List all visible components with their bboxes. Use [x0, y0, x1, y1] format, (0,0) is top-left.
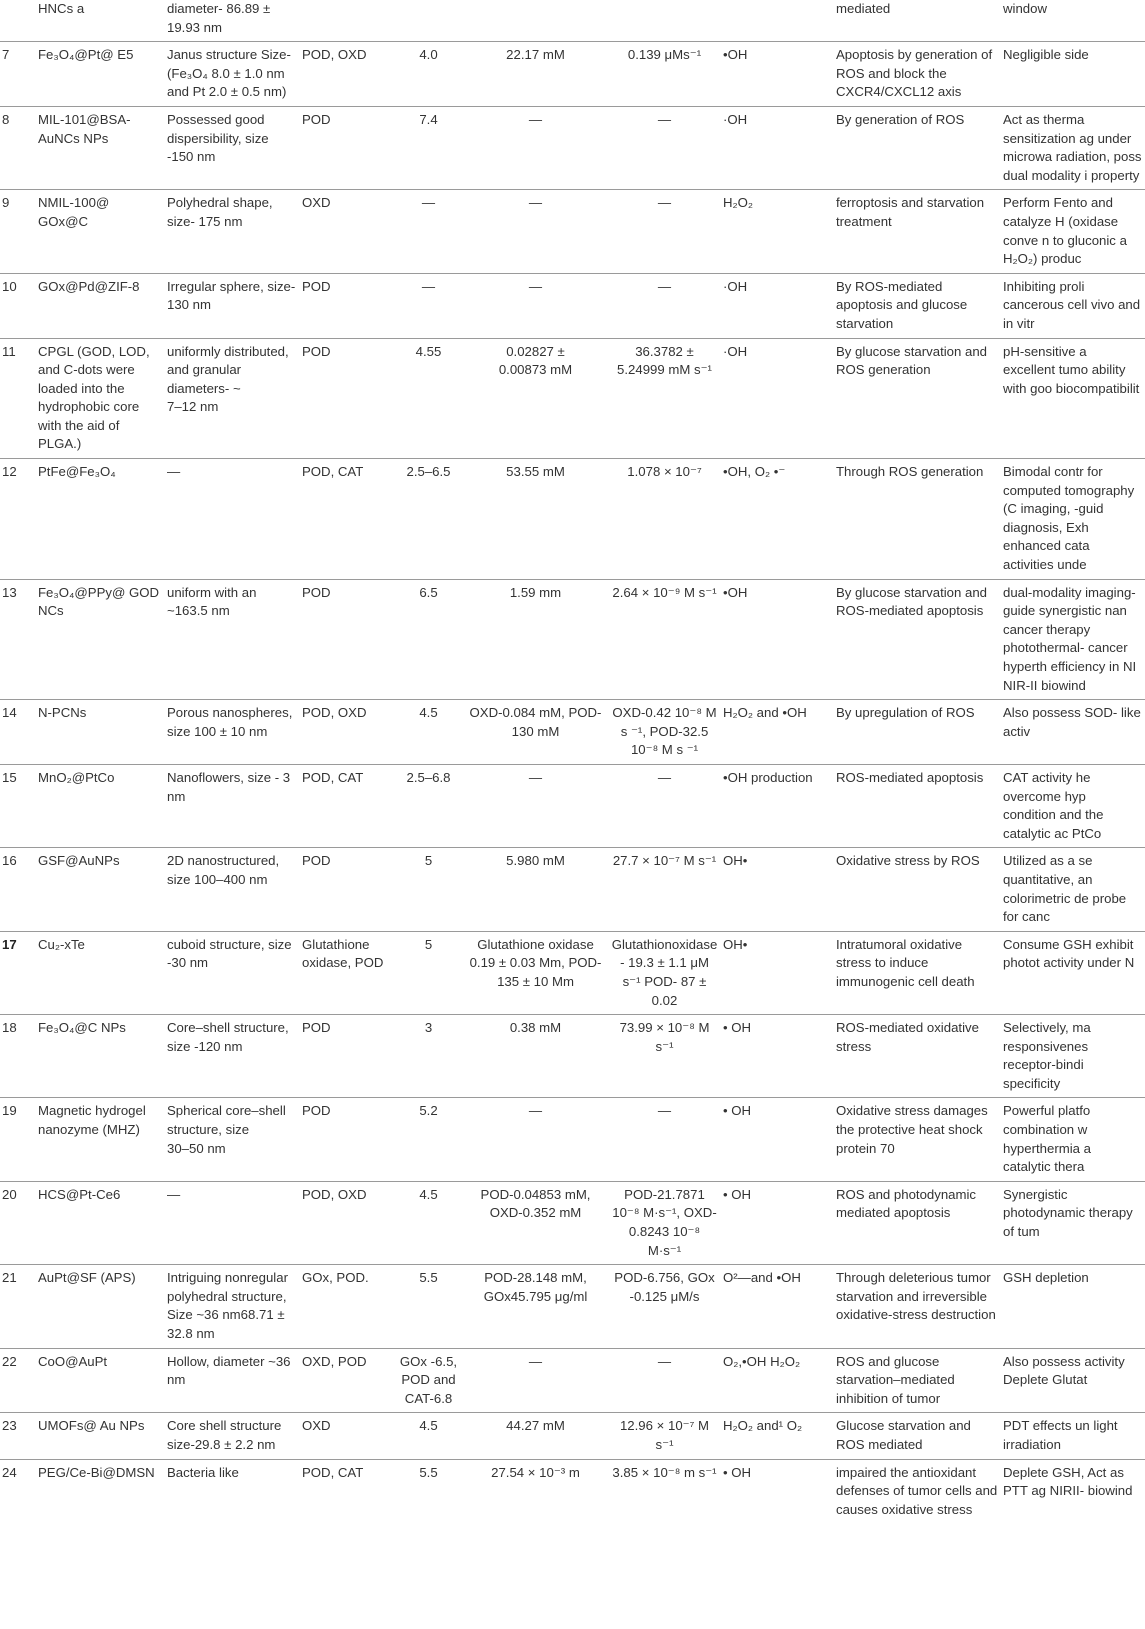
cell-name: MIL-101@BSA-AuNCs NPs: [36, 106, 165, 189]
cell-app: window: [1001, 0, 1145, 42]
cell-mech: By generation of ROS: [834, 106, 1001, 189]
cell-app: Inhibiting proli cancerous cell vivo and in vitr: [1001, 273, 1145, 338]
cell-mech: Through ROS generation: [834, 459, 1001, 580]
cell-ros: ·OH: [721, 273, 834, 338]
cell-ph: —: [395, 273, 463, 338]
cell-name: HCS@Pt-Ce6: [36, 1181, 165, 1264]
cell-vmax: 12.96 × 10⁻⁷ M s⁻¹: [609, 1413, 721, 1459]
table-row: [0, 1413, 1145, 1459]
cell-name: AuPt@SF (APS): [36, 1265, 165, 1348]
cell-vmax: 2.64 × 10⁻⁹ M s⁻¹: [609, 579, 721, 700]
cell-mech: By glucose starvation and ROS-mediated apoptosis: [834, 579, 1001, 700]
cell-vmax: —: [609, 1098, 721, 1181]
table-row: [0, 1265, 1145, 1348]
cell-no: 10: [0, 273, 36, 338]
table-row: [0, 1181, 1145, 1264]
cell-ros: OH•: [721, 931, 834, 1014]
cell-km: 5.980 mM: [463, 848, 609, 931]
cell-no: 14: [0, 700, 36, 765]
cell-ros: •OH, O₂ •⁻: [721, 459, 834, 580]
cell-app: Bimodal contr for computed tomography (C imaging, -guid diagnosis, Exh enhanced cata activities unde: [1001, 459, 1145, 580]
cell-km: 22.17 mM: [463, 42, 609, 107]
cell-name: GSF@AuNPs: [36, 848, 165, 931]
cell-name: N-PCNs: [36, 700, 165, 765]
cell-morph: —: [165, 1181, 300, 1264]
cell-mech: ROS and photodynamic mediated apoptosis: [834, 1181, 1001, 1264]
cell-app: Powerful platfo combination w hyperthermia a catalytic thera: [1001, 1098, 1145, 1181]
cell-morph: Spherical core–shell structure, size 30–50 nm: [165, 1098, 300, 1181]
cell-ros: • OH: [721, 1098, 834, 1181]
table-row: [0, 459, 1145, 580]
cell-km: —: [463, 1348, 609, 1413]
cell-morph: —: [165, 459, 300, 580]
cell-vmax: 27.7 × 10⁻⁷ M s⁻¹: [609, 848, 721, 931]
cell-ph: 4.55: [395, 338, 463, 459]
cell-vmax: 1.078 × 10⁻⁷: [609, 459, 721, 580]
cell-activity: POD, CAT: [300, 764, 395, 847]
cell-mech: Glucose starvation and ROS mediated: [834, 1413, 1001, 1459]
cell-activity: POD: [300, 106, 395, 189]
cell-morph: Hollow, diameter ~36 nm: [165, 1348, 300, 1413]
cell-activity: POD, OXD: [300, 1181, 395, 1264]
cell-name: CPGL (GOD, LOD, and C-dots were loaded into the hydrophobic core with the aid of PLGA.): [36, 338, 165, 459]
cell-no: 23: [0, 1413, 36, 1459]
cell-no: 13: [0, 579, 36, 700]
cell-vmax: —: [609, 1348, 721, 1413]
cell-km: —: [463, 106, 609, 189]
cell-morph: Nanoflowers, size - 3 nm: [165, 764, 300, 847]
table-row: [0, 579, 1145, 700]
cell-app: Selectively, ma responsivenes receptor-bindi specificity: [1001, 1015, 1145, 1098]
cell-mech: mediated: [834, 0, 1001, 42]
cell-ph: 4.5: [395, 700, 463, 765]
cell-mech: Through deleterious tumor starvation and irreversible oxidative-stress destruction: [834, 1265, 1001, 1348]
cell-ph: [395, 0, 463, 42]
cell-ros: • OH: [721, 1181, 834, 1264]
cell-activity: POD: [300, 1015, 395, 1098]
cell-app: GSH depletion: [1001, 1265, 1145, 1348]
cell-app: CAT activity he overcome hyp condition and the catalytic ac PtCo: [1001, 764, 1145, 847]
cell-morph: Core shell structure size-29.8 ± 2.2 nm: [165, 1413, 300, 1459]
cell-ph: 5.5: [395, 1265, 463, 1348]
cell-vmax: 3.85 × 10⁻⁸ m s⁻¹: [612, 1464, 717, 1480]
cell-km: OXD-0.084 mM, POD-130 mM: [463, 700, 609, 765]
cell-name: MnO₂@PtCo: [36, 764, 165, 847]
cell-mech: ROS-mediated apoptosis: [834, 764, 1001, 847]
cell-km: 0.38 mM: [463, 1015, 609, 1098]
cell-ros: •OH production: [721, 764, 834, 847]
cell-vmax: —: [609, 190, 721, 273]
cell-name: GOx@Pd@ZIF-8: [36, 273, 165, 338]
cell-app: Perform Fento and catalyze H (oxidase conve n to gluconic a H₂O₂) produc: [1001, 190, 1145, 273]
cell-morph: Core–shell structure, size -120 nm: [165, 1015, 300, 1098]
cell-morph: Possessed good dispersibility, size -150 nm: [165, 106, 300, 189]
cell-name: Cu₂-xTe: [36, 931, 165, 1014]
cell-name: NMIL-100@ GOx@C: [36, 190, 165, 273]
cell-ph: 7.4: [395, 106, 463, 189]
cell-ros: •OH: [721, 42, 834, 107]
cell-vmax: —: [609, 273, 721, 338]
cell-name: Fe₃O₄@Pt@ E5: [36, 42, 165, 107]
cell-no: 9: [0, 190, 36, 273]
cell-ros: O²—and •OH: [721, 1265, 834, 1348]
cell-no: 7: [0, 42, 36, 107]
cell-morph: Bacteria like: [167, 1464, 239, 1480]
cell-app: Utilized as a se quantitative, an colorimetric de probe for canc: [1001, 848, 1145, 931]
cell-vmax: —: [609, 106, 721, 189]
cell-vmax: 36.3782 ± 5.24999 mM s⁻¹: [609, 338, 721, 459]
cell-morph: Janus structure Size- (Fe₃O₄ 8.0 ± 1.0 nm and Pt 2.0 ± 0.5 nm): [165, 42, 300, 107]
table-row: [0, 0, 1145, 42]
table-row: [0, 42, 1145, 107]
cell-ros: • OH: [721, 1015, 834, 1098]
cell-activity: POD: [300, 579, 395, 700]
cell-ph: 5.5: [419, 1464, 438, 1480]
cell-name: Fe₃O₄@C NPs: [36, 1015, 165, 1098]
table-row: [0, 848, 1145, 931]
cell-km: 44.27 mM: [463, 1413, 609, 1459]
cell-activity: POD, CAT: [300, 459, 395, 580]
cell-name: PEG/Ce-Bi@DMSN: [38, 1464, 155, 1480]
cell-ph: 5: [395, 931, 463, 1014]
cell-no: 18: [0, 1015, 36, 1098]
cell-km: 1.59 mm: [463, 579, 609, 700]
cell-morph: 2D nanostructured, size 100–400 nm: [165, 848, 300, 931]
cell-km: —: [463, 1098, 609, 1181]
cell-vmax: [609, 0, 721, 42]
cell-mech: By upregulation of ROS: [834, 700, 1001, 765]
cell-app: Synergistic photodynamic therapy of tum: [1001, 1181, 1145, 1264]
cell-no: 11: [0, 338, 36, 459]
cell-activity: Glutathione oxidase, POD: [300, 931, 395, 1014]
cell-activity: POD, OXD: [300, 700, 395, 765]
cell-activity: POD, OXD: [300, 42, 395, 107]
cell-ros: [721, 0, 834, 42]
cell-vmax: Glutathionoxidase- 19.3 ± 1.1 μM s⁻¹ POD- 87 ± 0.02: [609, 931, 721, 1014]
cell-km: 27.54 × 10⁻³ m: [491, 1464, 580, 1480]
cell-vmax: OXD-0.42 10⁻⁸ M s ⁻¹, POD-32.5 10⁻⁸ M s ⁻¹: [609, 700, 721, 765]
table-row: [0, 1098, 1145, 1181]
cell-no: 22: [0, 1348, 36, 1413]
cell-ph: —: [395, 190, 463, 273]
cell-km: 53.55 mM: [463, 459, 609, 580]
table-row: [0, 764, 1145, 847]
cell-vmax: 0.139 μMs⁻¹: [609, 42, 721, 107]
cell-name: PtFe@Fe₃O₄: [36, 459, 165, 580]
cell-name: Magnetic hydrogel nanozyme (MHZ): [36, 1098, 165, 1181]
cell-ph: 2.5–6.5: [395, 459, 463, 580]
cell-app: PDT effects un light irradiation: [1001, 1413, 1145, 1459]
cell-no: 16: [0, 848, 36, 931]
table-row: [0, 190, 1145, 273]
cell-km: POD-28.148 mM, GOx45.795 μg/ml: [463, 1265, 609, 1348]
cell-ros: H₂O₂ and¹ O₂: [721, 1413, 834, 1459]
cell-mech: ferroptosis and starvation treatment: [834, 190, 1001, 273]
cell-mech: impaired the antioxidant defenses of tumor cells and causes oxidative stress: [836, 1464, 998, 1517]
cell-km: Glutathione oxidase 0.19 ± 0.03 Mm, POD- 135 ± 10 Mm: [463, 931, 609, 1014]
cell-ros: H₂O₂: [721, 190, 834, 273]
cell-app: Deplete GSH, Act as PTT ag NIRII- biowind: [1003, 1464, 1133, 1499]
cell-ros: H₂O₂ and •OH: [721, 700, 834, 765]
table-row: [0, 1459, 1145, 1523]
cell-mech: By glucose starvation and ROS generation: [834, 338, 1001, 459]
cell-ph: 2.5–6.8: [395, 764, 463, 847]
cell-name: HNCs a: [36, 0, 165, 42]
cell-ros: •OH: [721, 579, 834, 700]
cell-no: 8: [0, 106, 36, 189]
cell-morph: diameter- 86.89 ± 19.93 nm: [165, 0, 300, 42]
cell-no: 21: [0, 1265, 36, 1348]
cell-km: —: [463, 273, 609, 338]
cell-mech: ROS-mediated oxidative stress: [834, 1015, 1001, 1098]
cell-activity: OXD: [300, 190, 395, 273]
cell-ros: OH•: [721, 848, 834, 931]
cell-activity: POD: [300, 338, 395, 459]
cell-app: Negligible side: [1001, 42, 1145, 107]
cell-km: 0.02827 ± 0.00873 mM: [463, 338, 609, 459]
cell-morph: Intriguing nonregular polyhedral structure, Size ~36 nm68.71 ± 32.8 nm: [165, 1265, 300, 1348]
cell-activity: POD, CAT: [302, 1464, 364, 1480]
cell-activity: GOx, POD.: [300, 1265, 395, 1348]
cell-morph: Polyhedral shape, size- 175 nm: [165, 190, 300, 273]
cell-mech: By ROS-mediated apoptosis and glucose starvation: [834, 273, 1001, 338]
cell-activity: OXD, POD: [300, 1348, 395, 1413]
cell-ros: ·OH: [721, 106, 834, 189]
cell-morph: uniform with an ~163.5 nm: [165, 579, 300, 700]
table-row: [0, 273, 1145, 338]
cell-app: pH-sensitive a excellent tumo ability with goo biocompatibilit: [1001, 338, 1145, 459]
cell-ph: 5.2: [395, 1098, 463, 1181]
cell-app: dual-modality imaging-guide synergistic nan cancer therapy photothermal- cancer hyperth efficiency in NI NIR-II biowind: [1001, 579, 1145, 700]
cell-km: —: [463, 764, 609, 847]
cell-name: UMOFs@ Au NPs: [36, 1413, 165, 1459]
cell-mech: ROS and glucose starvation–mediated inhibition of tumor: [834, 1348, 1001, 1413]
cell-ph: 5: [395, 848, 463, 931]
cell-activity: POD: [300, 1098, 395, 1181]
cell-name: CoO@AuPt: [36, 1348, 165, 1413]
cell-name: Fe₃O₄@PPy@ GOD NCs: [36, 579, 165, 700]
cell-no: 24: [2, 1464, 17, 1480]
cell-mech: Intratumoral oxidative stress to induce immunogenic cell death: [834, 931, 1001, 1014]
cell-app: Also possess activity Deplete Glutat: [1001, 1348, 1145, 1413]
cell-morph: cuboid structure, size -30 nm: [165, 931, 300, 1014]
cell-activity: [300, 0, 395, 42]
cell-vmax: 73.99 × 10⁻⁸ M s⁻¹: [609, 1015, 721, 1098]
table-row: [0, 1348, 1145, 1413]
cell-mech: Oxidative stress by ROS: [834, 848, 1001, 931]
table-row: [0, 1015, 1145, 1098]
cell-no: 12: [0, 459, 36, 580]
cell-ph: 4.0: [395, 42, 463, 107]
cell-morph: Irregular sphere, size-130 nm: [165, 273, 300, 338]
cell-km: POD-0.04853 mM, OXD-0.352 mM: [463, 1181, 609, 1264]
cell-ros: ·OH: [721, 338, 834, 459]
cell-app: Act as therma sensitization ag under microwa radiation, poss dual modality i property: [1001, 106, 1145, 189]
cell-activity: OXD: [300, 1413, 395, 1459]
cell-ph: 4.5: [395, 1181, 463, 1264]
cell-ph: 6.5: [395, 579, 463, 700]
cell-morph: uniformly distributed, and granular diameters- ~ 7–12 nm: [165, 338, 300, 459]
cell-km: [463, 0, 609, 42]
cell-ros: • OH: [723, 1464, 752, 1480]
cell-no: 17: [0, 931, 36, 1014]
table-row: [0, 700, 1145, 765]
cell-ph: GOx -6.5, POD and CAT-6.8: [395, 1348, 463, 1413]
cell-morph: Porous nanospheres, size 100 ± 10 nm: [165, 700, 300, 765]
table-row: [0, 106, 1145, 189]
cell-ph: 3: [395, 1015, 463, 1098]
cell-activity: POD: [300, 273, 395, 338]
cell-activity: POD: [300, 848, 395, 931]
cell-mech: Oxidative stress damages the protective heat shock protein 70: [834, 1098, 1001, 1181]
cell-ros: O₂,•OH H₂O₂: [721, 1348, 834, 1413]
table-row: [0, 931, 1145, 1014]
cell-vmax: POD-21.7871 10⁻⁸ M·s⁻¹, OXD- 0.8243 10⁻⁸ M·s⁻¹: [609, 1181, 721, 1264]
cell-mech: Apoptosis by generation of ROS and block the CXCR4/CXCL12 axis: [834, 42, 1001, 107]
cell-no: 15: [0, 764, 36, 847]
cell-km: —: [463, 190, 609, 273]
cell-vmax: POD-6.756, GOx -0.125 μM/s: [609, 1265, 721, 1348]
cell-ph: 4.5: [395, 1413, 463, 1459]
cell-vmax: —: [609, 764, 721, 847]
table-row: [0, 338, 1145, 459]
cell-no: 19: [0, 1098, 36, 1181]
cell-no: 20: [0, 1181, 36, 1264]
cell-app: Also possess SOD- like activ: [1001, 700, 1145, 765]
cell-no: [0, 0, 36, 42]
cell-app: Consume GSH exhibit photot activity under N: [1001, 931, 1145, 1014]
